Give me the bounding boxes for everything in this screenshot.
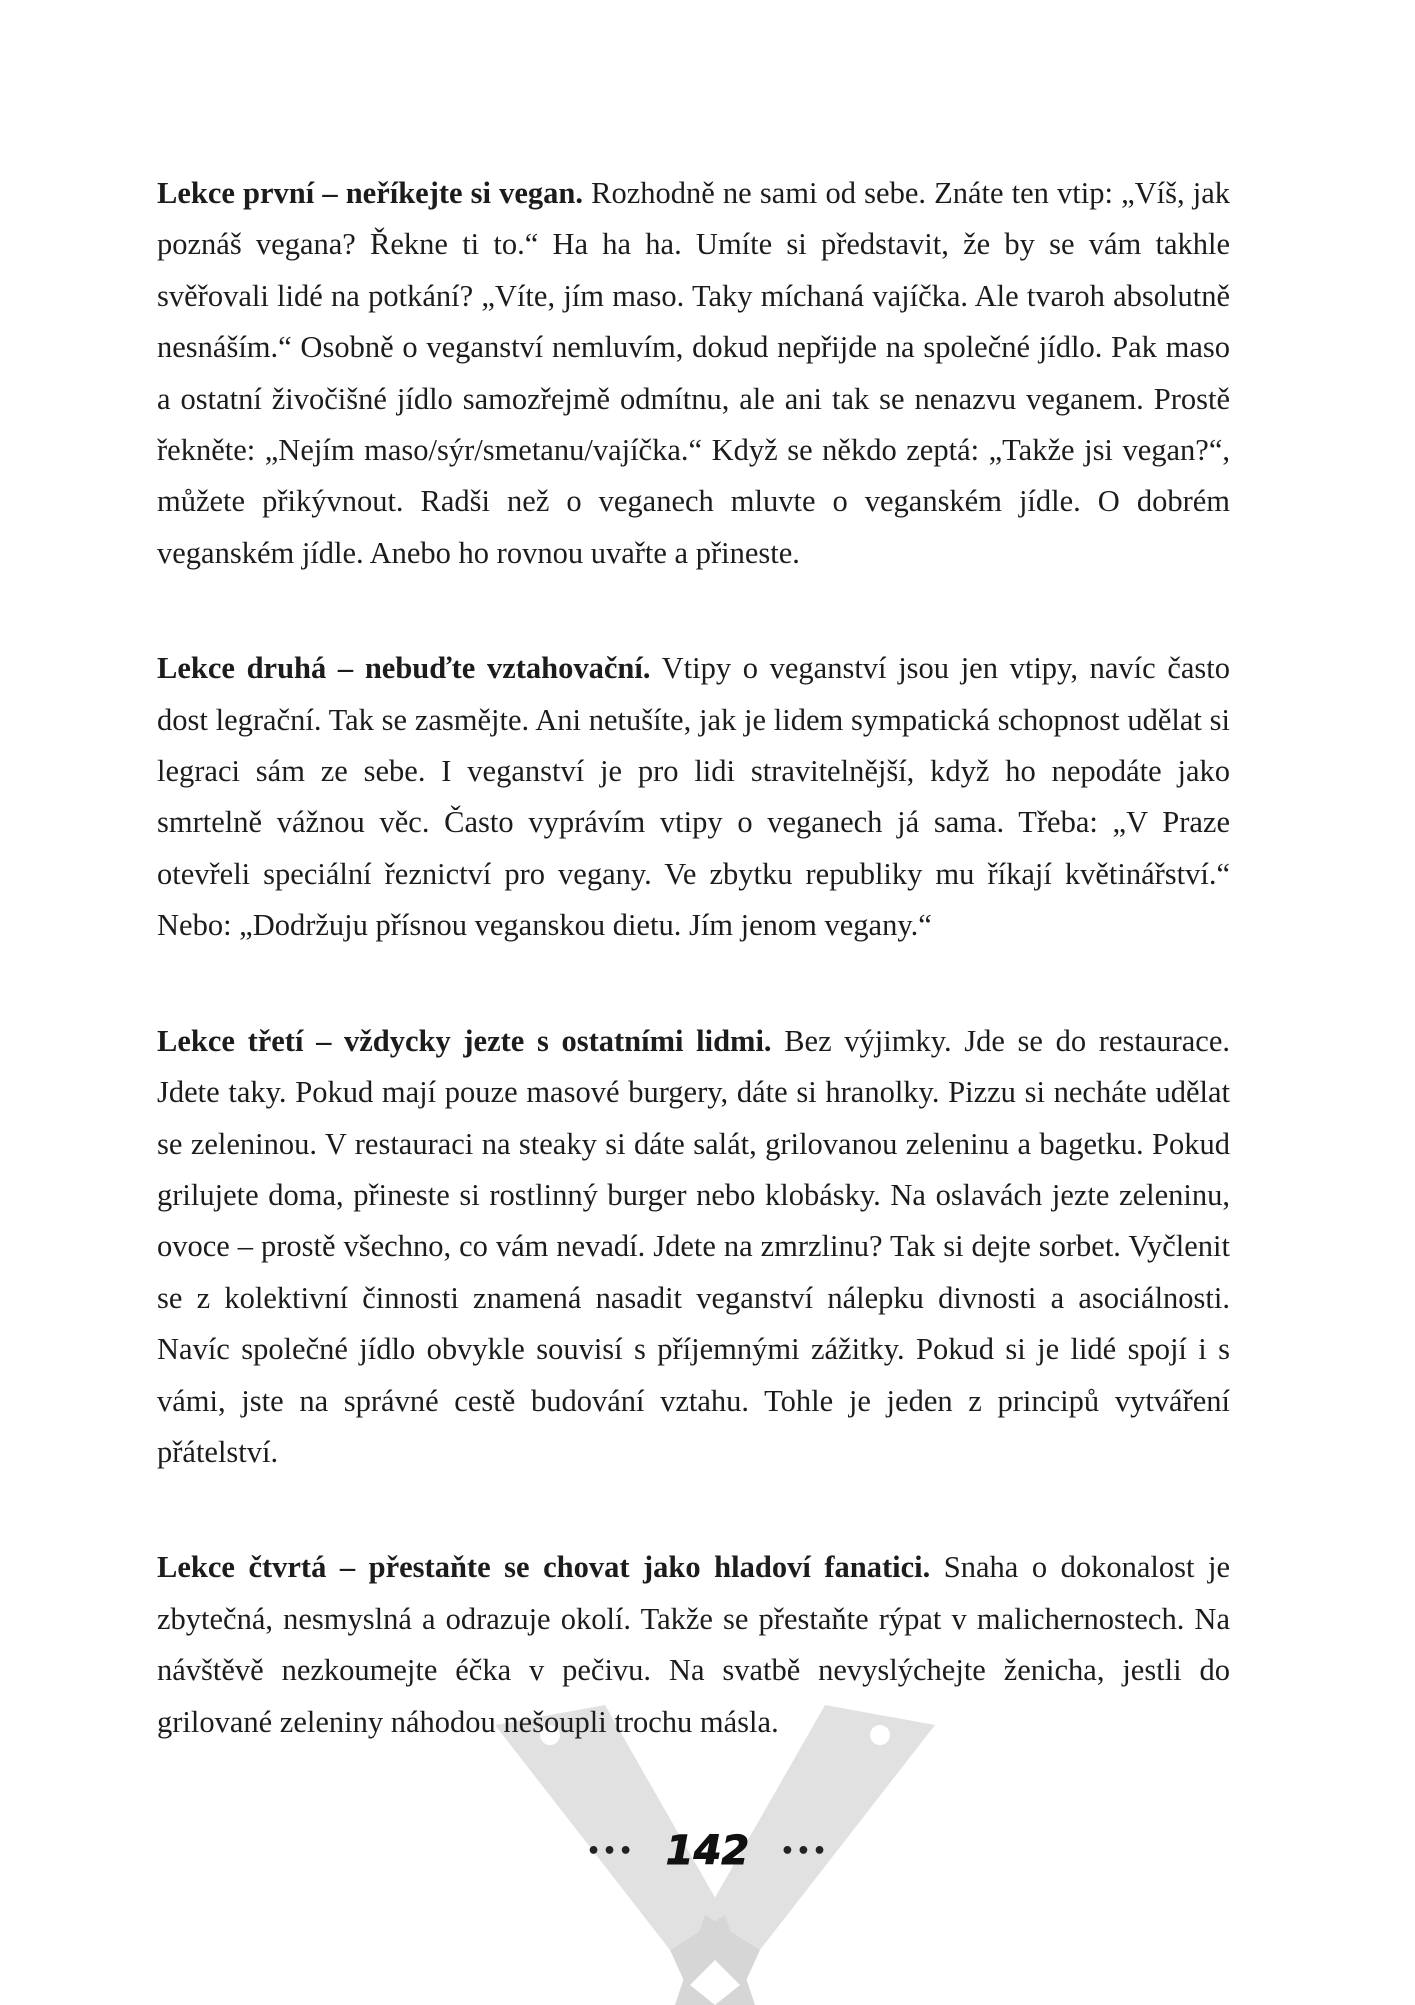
- paragraph-lesson-3: [157, 1016, 1230, 1479]
- paragraph-lesson-1: [157, 168, 1230, 579]
- paragraph-lesson-4: [157, 1542, 1230, 1748]
- paragraph-body: Snaha o dokonalost je zbytečná, nesmyslná a odrazuje okolí. Takže se přestaňte rýpat v malichernostech. Na návštěvě nezkoumejte éčka v pečivu. Na svatbě nevyslýchejte ženicha, jestli do grilované zeleniny náhodou nešoupli trochu másla.: [157, 1550, 1230, 1739]
- footer-dots-left: •••: [586, 1838, 635, 1864]
- body-text: [157, 168, 1230, 1812]
- paragraph-lesson-2: [157, 643, 1230, 951]
- paragraph-body: Vtipy o veganství jsou jen vtipy, navíc často dost legrační. Tak se zasmějte. Ani netušíte, jak je lidem sympatická schopnost udělat si legraci sám ze sebe. I veganství je pro lidi stravitelnější, když ho nepodáte jako smrtelně vážnou věc. Často vyprávím vtipy o veganech já sama. Třeba: „V Praze otevřeli speciální řeznictví pro vegany. Ve zbytku republiky mu říkají květinářství.“ Nebo: „Dodržuju přísnou veganskou dietu. Jím jenom vegany.“: [157, 651, 1230, 943]
- footer-dots-right: •••: [780, 1838, 829, 1864]
- paragraph-lead: Lekce třetí – vždycky jezte s ostatními lidmi.: [157, 1023, 772, 1058]
- paragraph-lead: Lekce druhá – nebuďte vztahovační.: [157, 651, 651, 686]
- paragraph-body: Rozhodně ne sami od sebe. Znáte ten vtip: „Víš, jak poznáš vegana? Řekne ti to.“ Ha ha ha. Umíte si představit, že by se vám takhle svěřovali lidé na potkání? „Víte, jím maso. Taky míchaná vajíčka. Ale tvaroh absolutně nesnáším.“ Osobně o veganství nemluvím, dokud nepřijde na společné jídlo. Pak maso a ostatní živočišné jídlo samozřejmě odmítnu, ale ani tak se nenazvu veganem. Prostě řekněte: „Nejím maso/sýr/smetanu/vajíčka.“ Když se někdo zeptá: „Takže jsi vegan?“, můžete přikývnout. Radši než o veganech mluvte o veganském jídle. O dobrém veganském jídle. Anebo ho rovnou uvařte a přineste.: [157, 176, 1230, 570]
- page-footer: [0, 1828, 1415, 1874]
- page-number: 142: [665, 1828, 750, 1874]
- paragraph-lead: Lekce první – neříkejte si vegan.: [157, 176, 584, 210]
- paragraph-body: Bez výjimky. Jde se do restaurace. Jdete taky. Pokud mají pouze masové burgery, dáte si hranolky. Pizzu si necháte udělat se zeleninou. V restauraci na steaky si dáte salát, grilovanou zeleninu a bagetku. Pokud grilujete doma, přineste si rostlinný burger nebo klobásky. Na oslavách jezte zeleninu, ovoce – prostě všechno, co vám nevadí. Jdete na zmrzlinu? Tak si dejte sorbet. Vyčlenit se z kolektivní činnosti znamená nasadit veganství nálepku divnosti a asociálnosti. Navíc společné jídlo obvykle souvisí s příjemnými zážitky. Pokud si je lidé spojí i s vámi, jste na správné cestě budování vztahu. Tohle je jeden z principů vytváření přátelství.: [157, 1023, 1230, 1469]
- paragraph-lead: Lekce čtvrtá – přestaňte se chovat jako hladoví fanatici.: [157, 1550, 931, 1585]
